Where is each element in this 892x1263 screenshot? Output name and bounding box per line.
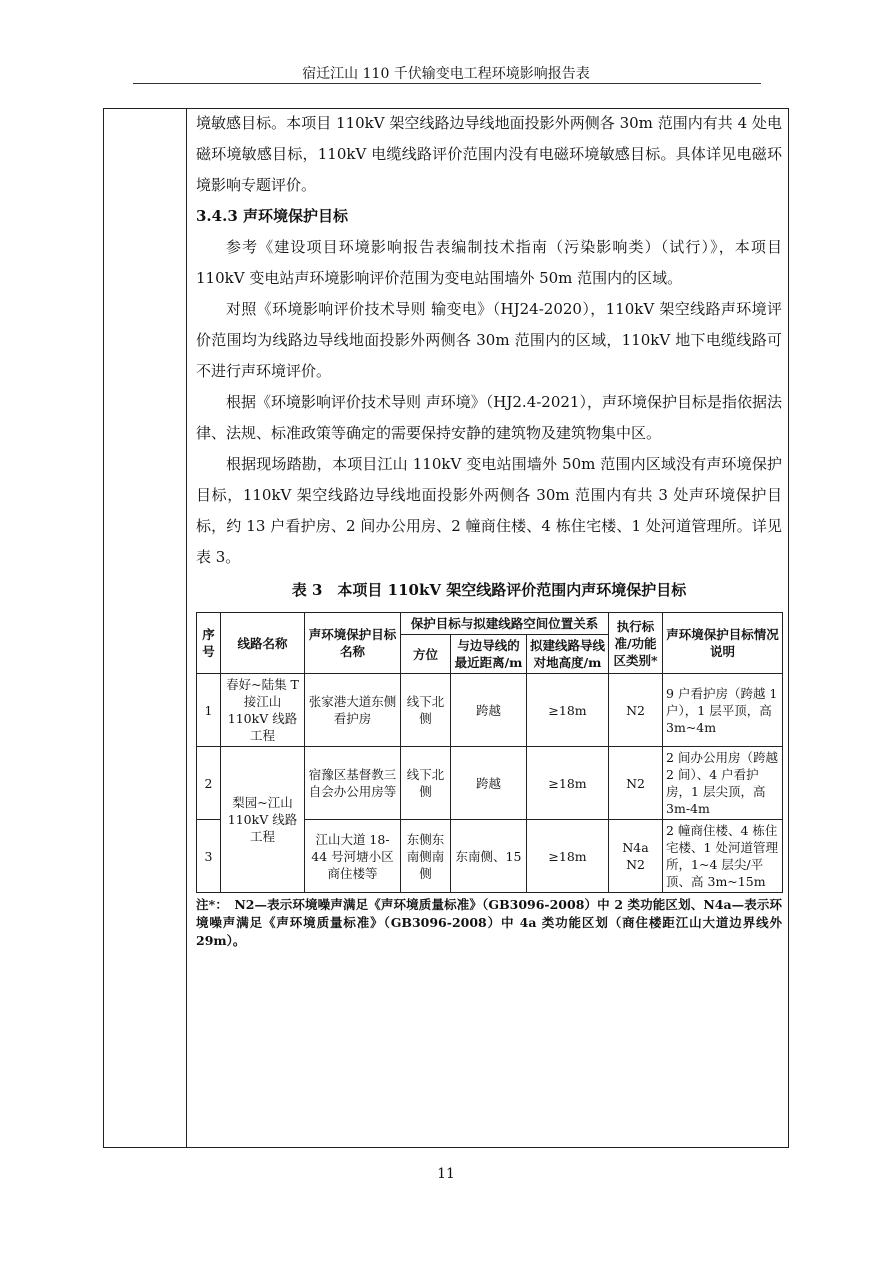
table-row [197, 674, 783, 747]
table-note: 注*： N2—表示环境噪声满足《声环境质量标准》（GB3096-2008）中 2 类功能区划、N4a—表示环境噪声满足《声环境质量标准》（GB3096-2008）中 4a 类功能区划（商住楼距江山大道边界线外 29m）。 [196, 897, 782, 948]
header-description: 声环境保护目标情况说明 [663, 613, 783, 674]
header-direction: 方位 [401, 635, 451, 674]
cell-distance: 跨越 [451, 747, 527, 820]
table-header-row [197, 613, 783, 635]
paragraph-guideline-reference: 参考《建设项目环境影响报告表编制技术指南（污染影响类）（试行）》，本项目 110kV 变电站声环境影响评价范围为变电站围墙外 50m 范围内的区域。 [196, 238, 782, 287]
header-relation-group: 保护目标与拟建线路空间位置关系 [401, 613, 609, 635]
header-height: 拟建线路导线对地高度/m [527, 635, 609, 674]
header-standard: 执行标准/功能区类别* [609, 613, 663, 674]
standard-n4a: N4a [622, 840, 649, 855]
header-distance: 与边导线的最近距离/m [451, 635, 527, 674]
cell-description: 2 间办公用房（跨越 2 间）、4 户看护房，1 层尖顶，高 3m-4m [663, 747, 783, 820]
cell-height: ≥18m [527, 820, 609, 893]
cell-seq: 2 [197, 747, 221, 820]
section-heading: 3.4.3 声环境保护目标 [196, 207, 348, 225]
header-divider [133, 83, 761, 84]
paragraph-hj24-reference: 对照《环境影响评价技术导则 输变电》（HJ24-2020），110kV 架空线路声环境评价范围均为线路边导线地面投影外两侧各 30m 范围内的区域，110kV 地下电缆线路可不进行声环境评价。 [196, 300, 782, 380]
cell-height: ≥18m [527, 674, 609, 747]
cell-description: 2 幢商住楼、4 栋住宅楼、1 处河道管理所，1~4 层尖/平顶、高 3m~15m [663, 820, 783, 893]
noise-protection-table [196, 612, 783, 893]
table-row [197, 747, 783, 820]
header-target-name: 声环境保护目标名称 [305, 613, 401, 674]
cell-target-name: 宿豫区基督教三自会办公用房等 [305, 747, 401, 820]
paragraph-hj2-4-reference: 根据《环境影响评价技术导则 声环境》（HJ2.4-2021），声环境保护目标是指依据法律、法规、标准政策等确定的需要保持安静的建筑物及建筑物集中区。 [196, 393, 782, 442]
cell-direction: 线下北侧 [401, 674, 451, 747]
cell-standard: N2 [609, 674, 663, 747]
report-header-title: 宿迁江山 110 千伏输变电工程环境影响报告表 [302, 66, 590, 82]
cell-standard [609, 820, 663, 893]
cell-seq: 3 [197, 820, 221, 893]
cell-distance: 跨越 [451, 674, 527, 747]
cell-description: 9 户看护房（跨越 1 户），1 层平顶，高 3m~4m [663, 674, 783, 747]
cell-seq: 1 [197, 674, 221, 747]
main-content [196, 108, 782, 950]
cell-height: ≥18m [527, 747, 609, 820]
cell-distance: 东南侧、15 [451, 820, 527, 893]
cell-direction: 东侧东南侧南侧 [401, 820, 451, 893]
cell-target-name: 张家港大道东侧看护房 [305, 674, 401, 747]
paragraph-site-survey: 根据现场踏勘，本项目江山 110kV 变电站围墙外 50m 范围内区域没有声环境保护目标，110kV 架空线路边导线地面投影外两侧各 30m 范围内有共 3 处声环境保护目标，约 13 户看护房、2 间办公用房、2 幢商住楼、4 栋住宅楼、1 处河道管理所。详见表 3。 [196, 455, 782, 566]
frame-left-column-divider [186, 108, 187, 1148]
paragraph-continued: 境敏感目标。本项目 110kV 架空线路边导线地面投影外两侧各 30m 范围内有共 4 处电磁环境敏感目标，110kV 电缆线路评价范围内没有电磁环境敏感目标。具体详见电磁环境影响专题评价。 [196, 114, 782, 194]
table-caption: 表 3 本项目 110kV 架空线路评价范围内声环境保护目标 [291, 581, 687, 599]
cell-target-name: 江山大道 18-44 号河塘小区商住楼等 [305, 820, 401, 893]
cell-line-name: 梨园~江山 110kV 线路工程 [221, 747, 305, 893]
header-line-name: 线路名称 [221, 613, 305, 674]
standard-n2: N2 [626, 857, 645, 872]
cell-line-name: 春好~陆集 T 接江山 110kV 线路工程 [221, 674, 305, 747]
cell-direction: 线下北侧 [401, 747, 451, 820]
header-seq: 序号 [197, 613, 221, 674]
cell-standard: N2 [609, 747, 663, 820]
page-number: 11 [437, 1166, 455, 1182]
